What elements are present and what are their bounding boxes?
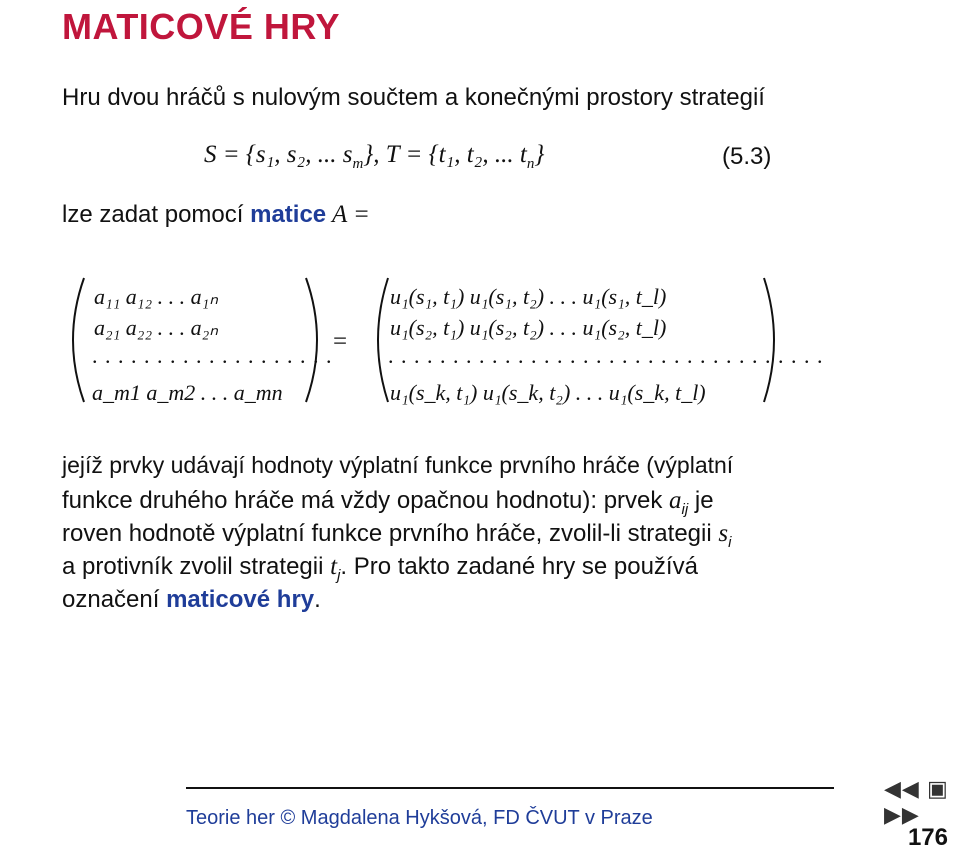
page-number: 176 [907,824,948,851]
eq-lhs: S = {s₁, s₂, ... s [204,141,353,168]
matrix-intro-suffix: A = [326,201,370,228]
p2-text-a: funkce druhého hráče má vždy opačnou hodnotu): prvek [62,487,670,514]
matrix-a-row-2: a₂₁ a₂₂ . . . a₂ₙ [94,315,219,340]
p2-text-b: je [688,487,714,514]
equation-number: (5.3) [722,143,772,170]
footer-text: Teorie her © Magdalena Hykšová, FD ČVUT v Praze [186,807,653,829]
intro-text: Hru dvou hráčů s nulovým součtem a konečnými prostory strategií [62,84,765,111]
eq-sub-m: m [352,156,364,172]
matrix-a-row-3: a_m1 a_m2 . . . a_mn [92,380,283,405]
footer-divider [186,787,834,789]
matrix-intro-prefix: lze zadat pomocí [62,201,251,228]
p3-math: s [718,520,729,547]
paragraph-line-5 [62,586,321,614]
matrix-u-row-3: u₁(s_k, t₁) u₁(s_k, t₂) . . . u₁(s_k, t_l) [390,380,706,405]
p2-sub: ij [681,500,689,518]
matrix-a-dots: . . . . . . . . . . . . . . . . . . . [92,343,333,368]
p5-text-c: . [314,586,321,613]
matrix-u-row-2: u₁(s₂, t₁) u₁(s₂, t₂) . . . u₁(s₂, t_l) [390,315,667,340]
p5-text-a: označení [62,586,167,613]
equals-sign: = [333,328,348,355]
paragraph-line-4 [62,553,698,584]
slide-nav-icons[interactable]: ◀◀ ▣ ▶▶ [884,776,949,827]
matrix-u-row-1: u₁(s₁, t₁) u₁(s₁, t₂) . . . u₁(s₁, t_l) [390,284,667,309]
p4-sub: j [337,566,341,584]
strategy-equation [204,141,544,173]
paragraph-line-1: jejíž prvky udávají hodnoty výplatní funkce prvního hráče (výplatní [62,452,734,478]
matrix-u-dots: . . . . . . . . . . . . . . . . . . . . . . . . . . . . . . . . . . [388,343,824,368]
p3-sub: i [728,533,732,551]
matrix-keyword: matice [250,201,327,228]
p4-math: t [330,553,338,580]
paragraph-line-2 [62,487,714,518]
eq-sub-n: n [526,156,535,172]
matrix-intro [62,201,370,229]
page-title: MATICOVÉ HRY [62,6,341,47]
p3-text-a: roven hodnotě výplatní funkce prvního hráče, zvolil-li strategii [62,520,719,547]
eq-rhs: } [534,141,545,168]
eq-mid: }, T = {t₁, t₂, ... t [363,141,527,168]
matrix-games-keyword: maticové hry [166,586,315,613]
p4-text-b: . Pro takto zadané hry se používá [340,553,698,580]
paragraph-line-3 [62,520,731,551]
p4-text-a: a protivník zvolil strategii [62,553,331,580]
matrix-a-row-1: a₁₁ a₁₂ . . . a₁ₙ [94,284,219,309]
p2-math: a [669,487,682,514]
